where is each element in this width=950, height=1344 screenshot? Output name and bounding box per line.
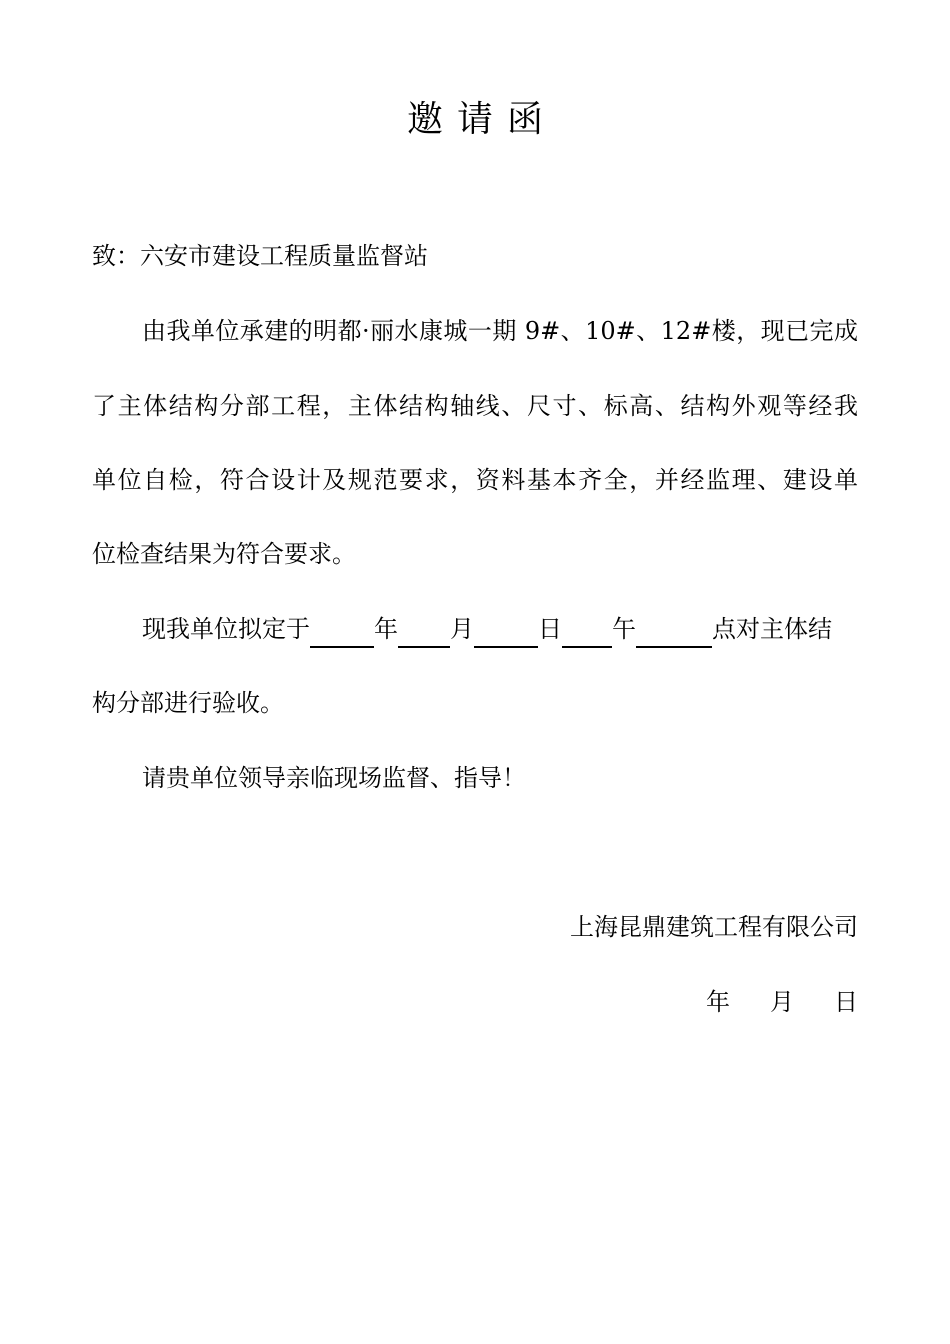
signature-month: 月 — [770, 988, 794, 1016]
paragraph1-line1: 由我单位承建的明都·丽水康城一期 9#、10#、12#楼，现已完成 — [142, 317, 858, 345]
noon-label: 午 — [612, 615, 636, 643]
day-blank — [474, 620, 538, 648]
signature-company: 上海昆鼎建筑工程有限公司 — [570, 913, 858, 941]
day-label: 日 — [538, 615, 562, 643]
signature-year: 年 — [706, 988, 730, 1016]
paragraph1-line4: 位检查结果为符合要求。 — [92, 540, 356, 568]
month-label: 月 — [450, 615, 474, 643]
signature-day: 日 — [834, 988, 858, 1016]
paragraph3: 请贵单位领导亲临现场监督、指导！ — [142, 764, 526, 792]
hour-blank — [636, 620, 712, 648]
schedule-prefix: 现我单位拟定于 — [142, 615, 310, 643]
paragraph1-line2: 了主体结构分部工程，主体结构轴线、尺寸、标高、结构外观等经我 — [92, 392, 858, 420]
schedule-suffix: 点对主体结 — [712, 615, 832, 643]
acceptance-schedule-line — [92, 610, 858, 648]
year-blank — [310, 620, 374, 648]
year-label: 年 — [374, 615, 398, 643]
document-title: 邀请函 — [406, 99, 557, 140]
paragraph1-line3: 单位自检，符合设计及规范要求，资料基本齐全，并经监理、建设单 — [92, 466, 858, 494]
recipient-line: 致：六安市建设工程质量监督站 — [92, 242, 428, 270]
signature-date — [706, 983, 858, 1021]
month-blank — [398, 620, 450, 648]
noon-blank — [562, 620, 612, 648]
paragraph2-line2: 构分部进行验收。 — [92, 689, 284, 717]
